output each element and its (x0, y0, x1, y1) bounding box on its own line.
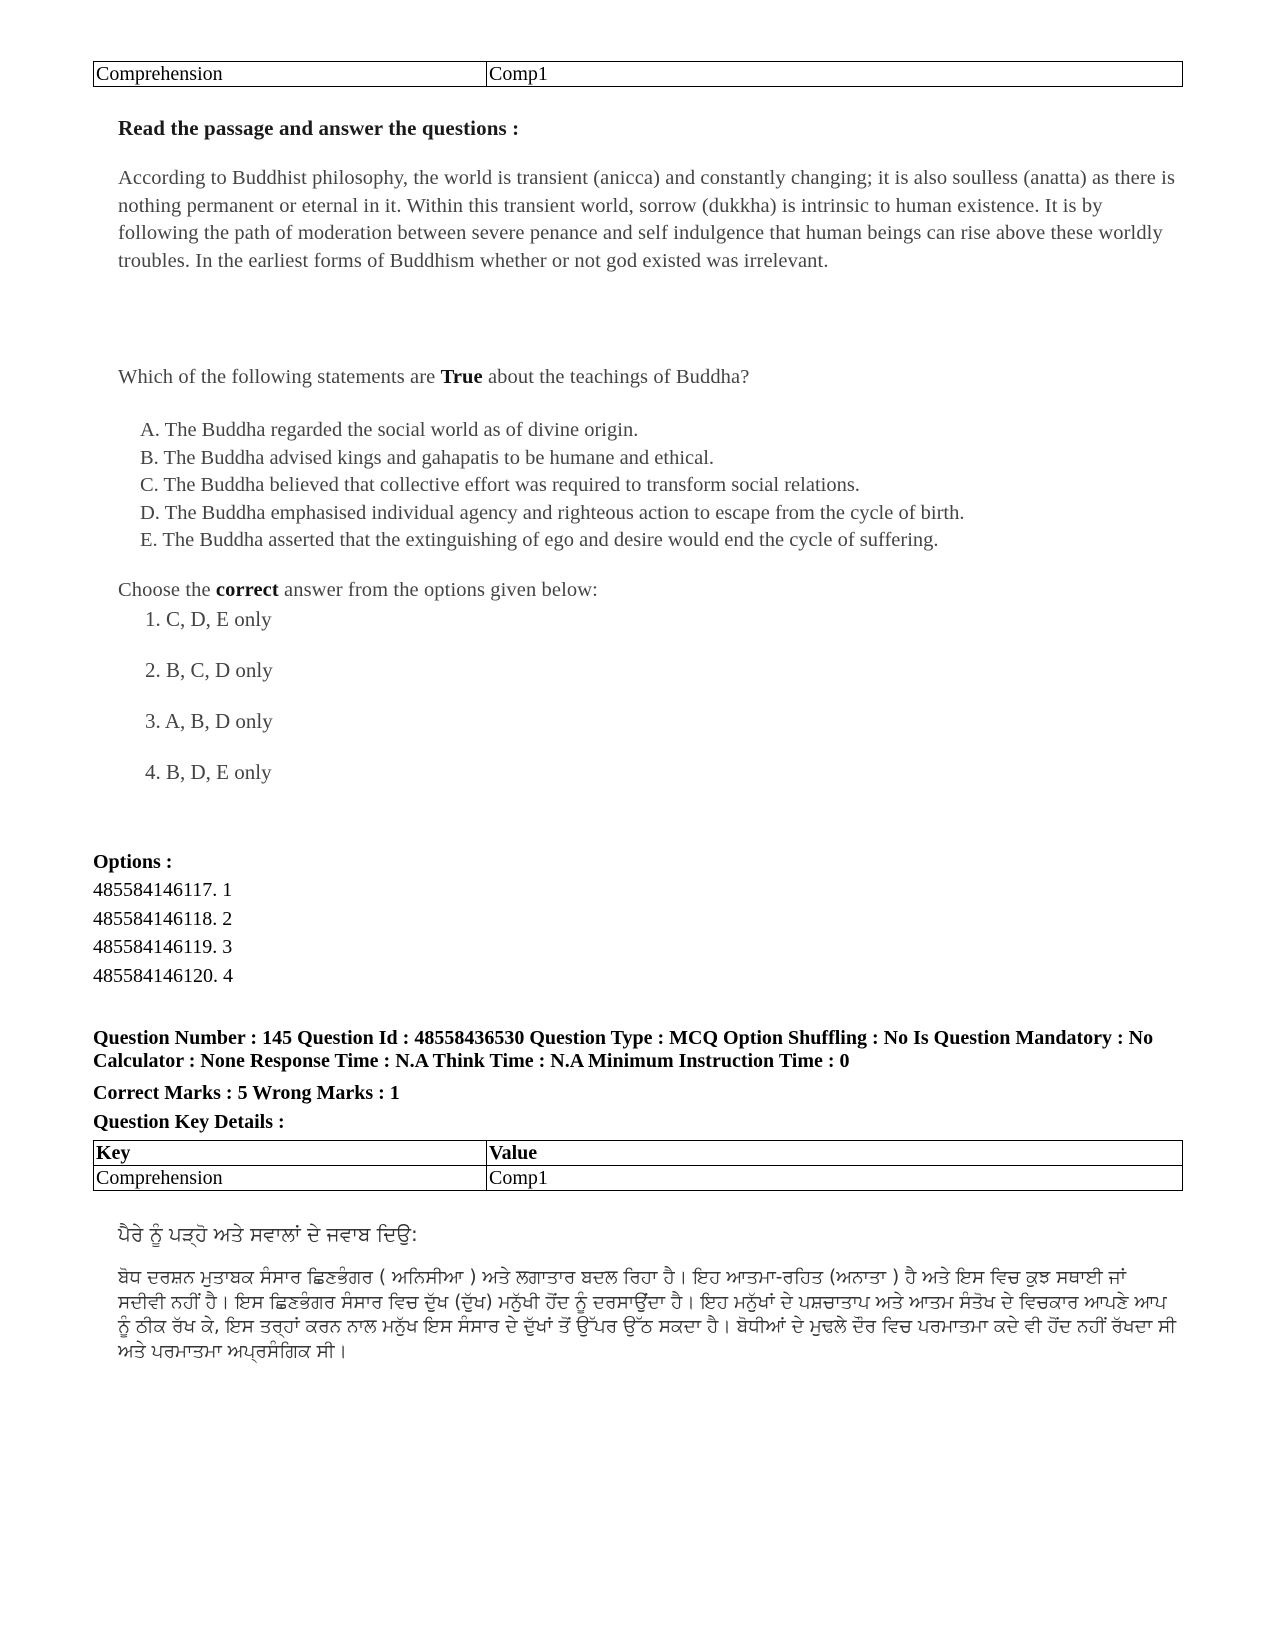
stem-emphasis: True (440, 366, 483, 388)
options-title: Options : (93, 851, 173, 873)
table-cell-value: Comp1 (487, 62, 1183, 87)
key-details-label: Question Key Details : (93, 1111, 285, 1133)
table-row (94, 62, 1183, 87)
statement-item: C. The Buddha believed that collective effort was required to transform social relations. (140, 474, 860, 497)
punjabi-passage: ਬੋਧ ਦਰਸ਼ਨ ਮੁਤਾਬਕ ਸੰਸਾਰ ਛਿਣਭੰਗਰ ( ਅਨਿਸੀਆ ) ਅਤੇ ਲਗਾਤਾਰ ਬਦਲ ਰਿਹਾ ਹੈ। ਇਹ ਆਤਮਾ-ਰਹਿਤ (ਅਨਾਤਾ ) ਹੈ ਅਤੇ ਇਸ ਵਿਚ ਕੁਝ ਸਥਾਈ ਜਾਂ ਸਦੀਵੀ ਨਹੀਂ ਹੈ। ਇਸ ਛਿਣਭੰਗਰ ਸੰਸਾਰ ਵਿਚ ਦੁੱਖ (ਦੁੱਖ) ਮਨੁੱਖੀ ਹੋਂਦ ਨੂੰ ਦਰਸਾਉਂਦਾ ਹੈ। ਇਹ ਮਨੁੱਖਾਂ ਦੇ ਪਸ਼ਚਾਤਾਪ ਅਤੇ ਆਤਮ ਸੰਤੋਖ ਦੇ ਵਿਚਕਾਰ ਆਪਣੇ ਆਪ ਨੂੰ ਠੀਕ ਰੱਖ ਕੇ, ਇਸ ਤਰ੍ਹਾਂ ਕਰਨ ਨਾਲ ਮਨੁੱਖ ਇਸ ਸੰਸਾਰ ਦੇ ਦੁੱਖਾਂ ਤੋਂ ਉੱਪਰ ਉੱਠ ਸਕਦਾ ਹੈ। ਬੋਧੀਆਂ ਦੇ ਮੁਢਲੇ ਦੌਰ ਵਿਚ ਪਰਮਾਤਮਾ ਕਦੇ ਵੀ ਹੋਂਦ ਨਹੀਂ ਰੱਖਦਾ ਸੀ ਅਤੇ ਪਰਮਾਤਮਾ ਅਪ੍ਰਸੰਗਿਕ ਸੀ। (118, 1267, 1177, 1362)
table-row (94, 1166, 1183, 1191)
answer-choice: 1. C, D, E only (145, 607, 272, 631)
statement-item: B. The Buddha advised kings and gahapatis to be humane and ethical. (140, 446, 715, 469)
choose-emphasis: correct (215, 579, 279, 601)
answer-choice: 3. A, B, D only (145, 709, 273, 733)
table-header-row (94, 1141, 1183, 1166)
table-cell-key: Comprehension (94, 1166, 487, 1191)
statement-item: D. The Buddha emphasised individual agency and righteous action to escape from the cycle of birth. (140, 501, 965, 524)
choose-text: answer from the options given below: (278, 579, 598, 601)
answer-choice: 2. B, C, D only (145, 658, 273, 682)
table-header-value: Value (487, 1141, 1183, 1166)
option-item: 485584146118. 2 (93, 907, 233, 930)
statement-list (140, 417, 965, 555)
stem-text: about the teachings of Buddha? (482, 366, 750, 388)
stem-text: Which of the following statements are (118, 366, 441, 388)
option-item: 485584146117. 1 (93, 879, 233, 901)
statement-item: A. The Buddha regarded the social world as of divine origin. (140, 419, 639, 441)
passage-text: According to Buddhist philosophy, the world is transient (anicca) and constantly changing; it is also soulless (anatta) as there is nothing permanent or eternal in it. Within this transient world, sorrow (dukkha) is intrinsic to human existence. It is by following the path of moderation between severe penance and self indulgence that human beings can rise above these worldly troubles. In the earliest forms of Buddhism whether or not god existed was irrelevant. (118, 167, 1176, 272)
passage-heading: Read the passage and answer the questions : (118, 116, 520, 140)
option-item: 485584146119. 3 (93, 936, 233, 958)
option-item: 485584146120. 4 (93, 964, 233, 987)
table-cell-value: Comp1 (487, 1166, 1183, 1191)
question-stem (118, 366, 749, 389)
answer-choice: 4. B, D, E only (145, 760, 272, 784)
key-value-table-bottom (93, 1140, 1183, 1191)
key-value-table-top (93, 61, 1183, 87)
statement-item: E. The Buddha asserted that the extinguishing of ego and desire would end the cycle of suffering. (140, 529, 939, 552)
table-header-key: Key (94, 1141, 487, 1166)
choose-text: Choose the (118, 579, 216, 601)
question-meta: Question Number : 145 Question Id : 48558436530 Question Type : MCQ Option Shuffling : No Is Question Mandatory : No Calculator : None Response Time : N.A Think Time : N.A Minimum Instruction Time : 0 (93, 1027, 1154, 1072)
table-cell-key: Comprehension (94, 62, 487, 87)
marks-line: Correct Marks : 5 Wrong Marks : 1 (93, 1082, 400, 1104)
punjabi-heading: ਪੈਰੇ ਨੂੰ ਪੜ੍ਹੋ ਅਤੇ ਸਵਾਲਾਂ ਦੇ ਜਵਾਬ ਦਿਉ: (118, 1222, 418, 1246)
choose-instruction (118, 579, 598, 602)
options-list (93, 876, 233, 990)
